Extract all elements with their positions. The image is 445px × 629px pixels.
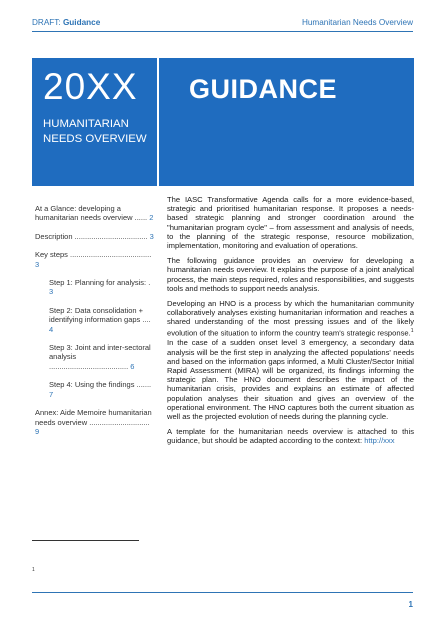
- footnote-separator: [32, 540, 139, 541]
- footnote-reference[interactable]: 1: [410, 327, 414, 334]
- banner-year: 20XX: [43, 66, 138, 107]
- header-rule: [32, 31, 413, 32]
- template-link[interactable]: http://xxx: [364, 436, 395, 446]
- toc-page-link[interactable]: 2: [149, 213, 154, 223]
- page-number: 1: [408, 600, 413, 609]
- toc-entry[interactable]: Step 2: Data consolidation + identifying information gaps .... 4: [49, 305, 151, 334]
- toc-entry[interactable]: Step 4: Using the findings ....... 7: [49, 380, 152, 399]
- page-header: [32, 18, 413, 30]
- paragraph-template: A template for the humanitarian needs overview is attached to this guidance, but should be adapted according to the context: http://xxx: [167, 427, 414, 446]
- toc-page-link[interactable]: 3: [149, 231, 154, 241]
- banner-subtitle-line1: HUMANITARIAN: [43, 118, 129, 130]
- banner-subtitle-line2: NEEDS OVERVIEW: [43, 133, 147, 145]
- toc-entry[interactable]: At a Glance: developing a humanitarian needs overview ...... 2: [35, 204, 154, 223]
- paragraph-intro: The IASC Transformative Agenda calls for a more evidence-based, strategic and prioritised humanitarian response. It proposes a needs-based strategic planning and stronger coordination around the "humanitarian program cycle" – from assessment and analysis of needs, to the planning of the strategic response, resource mobilization, implementation, monitoring and evaluation of operations.: [167, 195, 414, 251]
- toc-page-link[interactable]: 3: [35, 259, 40, 269]
- toc-page-link[interactable]: 9: [35, 426, 40, 436]
- banner-year-block: [32, 58, 157, 186]
- table-of-contents: [35, 204, 155, 445]
- paragraph-sudden-onset: In the case of a sudden onset level 3 emergency, a secondary data analysis will be the first step in analyzing the affected populations' needs and based on the information gaps informed, a Multi Cluster/Sector Initial Rapid Assessment (MIRA) will be organized, its findings informing the strategic plan. The HNO document describes the impact of the humanitarian crisis, provides and explains an estimate of affected population analyses their situation and gives an overview of the operational environment. The HNO captures both the current situation as well as the projected evolution of needs during the planning cycle.: [167, 338, 414, 421]
- paragraph-guidance-overview: The following guidance provides an overview for developing a humanitarian needs overview. It explains the purpose of a joint analytical process, the main steps required, roles and responsibilities, and suggests tools and methods to support needs analysis.: [167, 256, 414, 293]
- footer-rule: [32, 592, 413, 593]
- toc-page-link[interactable]: 4: [49, 324, 54, 334]
- toc-entry[interactable]: Description ................................... 3: [35, 231, 154, 241]
- banner-heading-block: [159, 58, 414, 186]
- toc-entry[interactable]: Annex: Aide Memoire humanitarian needs overview ............................. 9: [35, 408, 152, 436]
- header-title: Humanitarian Needs Overview: [301, 18, 413, 27]
- toc-entry[interactable]: Step 1: Planning for analysis: . 3: [49, 278, 151, 297]
- toc-page-link[interactable]: 6: [130, 361, 135, 371]
- footnote-mark: 1: [32, 567, 35, 573]
- toc-entry[interactable]: Step 3: Joint and inter-sectoral analysis ...................................... 6: [49, 343, 151, 371]
- body-text: [167, 195, 414, 452]
- toc-entry[interactable]: Key steps ....................................... 3: [35, 250, 152, 269]
- toc-page-link[interactable]: 3: [49, 287, 54, 297]
- toc-page-link[interactable]: 7: [49, 389, 54, 399]
- draft-label: DRAFT: Guidance: [32, 18, 101, 27]
- banner-heading: GUIDANCE: [189, 74, 338, 104]
- paragraph-hno-process: Developing an HNO is a process by which the humanitarian community collaboratively analyses existing humanitarian information and reaches a shared understanding of the most pressing issues and of the likely evolution of the situation to inform the country team's strategic response.$^1$: [167, 299, 414, 338]
